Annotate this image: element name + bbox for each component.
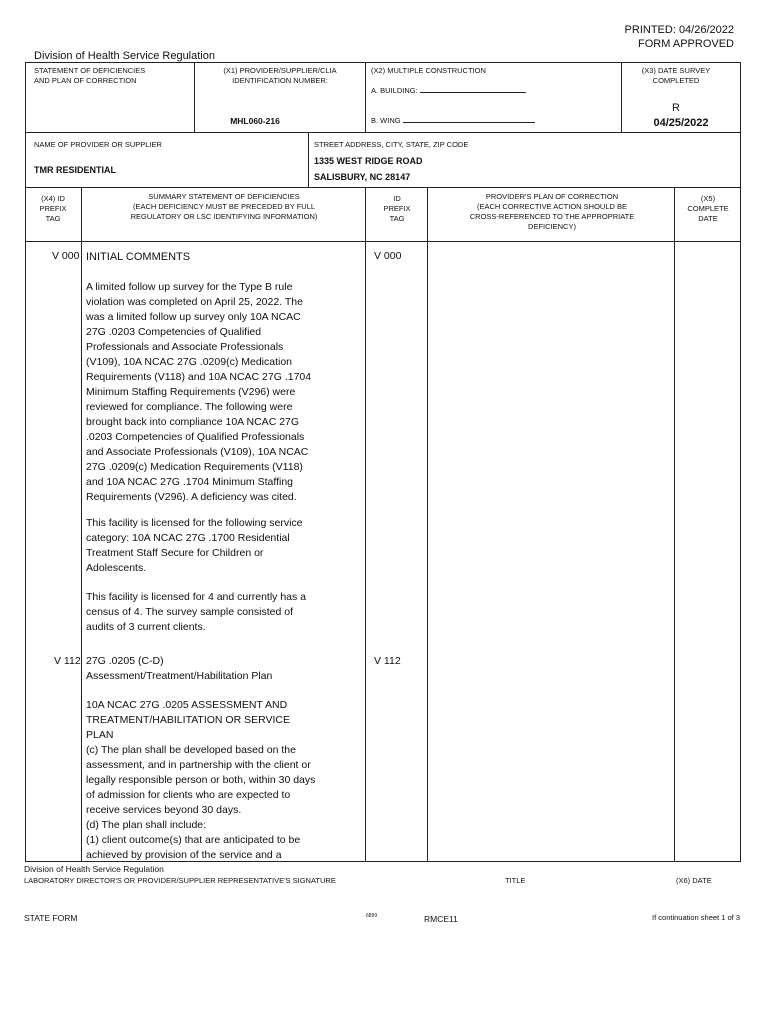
x3-date: 04/25/2022 <box>653 117 709 129</box>
comment-paragraph-1: A limited follow up survey for the Type B rule violation was completed on April 25, 2022. The was a limited follow up survey only 10A NCAC 27G .0203 Competencies of Qualified Professionals and Associate Professionals (V109), 10A NCAC 27G .0209(c) Medication Requirements (V118) and 10A NCAC 27G .1704 Minimum Staffing Requirements (V296) were reviewed for compliance. The following were brought back into compliance 10A NCAC 27G .0203 Competencies of Qualified Professionals and Associate Professionals (V109), 10A NCAC 27G .0209(c) Medication Requirements (V118) and 10A NCAC 27G .1704 Minimum Staffing Requirements (V296). A deficiency was cited. <box>86 281 312 503</box>
tag-v000: V 000 <box>52 250 80 262</box>
wing-field <box>371 114 535 126</box>
continuation-sheet: If continuation sheet 1 of 3 <box>652 913 740 922</box>
signature-label: LABORATORY DIRECTOR'S OR PROVIDER/SUPPLIER REPRESENTATIVE'S SIGNATURE <box>24 876 336 885</box>
v112-title: 27G .0205 (C-D) Assessment/Treatment/Habilitation Plan <box>86 655 273 682</box>
provider-name-label: NAME OF PROVIDER OR SUPPLIER <box>34 140 162 149</box>
title-label: TITLE <box>505 876 526 885</box>
provider-name: TMR RESIDENTIAL <box>34 165 116 175</box>
tag-v112: V 112 <box>54 655 81 667</box>
statement-label: STATEMENT OF DEFICIENCIES AND PLAN OF CORRECTION <box>34 66 146 85</box>
state-form-label: STATE FORM <box>24 913 78 923</box>
comment-paragraph-2: This facility is licensed for the following service category: 10A NCAC 27G .1700 Residential Treatment Staff Secure for Children or Adolescents. <box>86 517 303 574</box>
building-label: A. BUILDING: <box>371 86 418 95</box>
x3-label: (X3) DATE SURVEY COMPLETED <box>641 66 711 85</box>
wing-label: B. WING <box>371 116 401 125</box>
x2-label: (X2) MULTIPLE CONSTRUCTION <box>371 66 486 75</box>
footer-division: Division of Health Service Regulation <box>24 864 164 874</box>
division-title: Division of Health Service Regulation <box>34 50 215 62</box>
plan-header: PROVIDER'S PLAN OF CORRECTION (EACH CORRECTIVE ACTION SHOULD BE CROSS-REFERENCED TO THE APPROPRIATE DEFICIENCY) <box>469 192 635 231</box>
address-label: STREET ADDRESS, CITY, STATE, ZIP CODE <box>314 140 469 149</box>
x4-header: (X4) ID PREFIX TAG <box>39 194 67 223</box>
street-address: 1335 WEST RIDGE ROAD <box>314 156 423 166</box>
x3-code: R <box>672 102 680 114</box>
comment-paragraph-3: This facility is licensed for 4 and currently has a census of 4. The survey sample consisted of audits of 3 current clients. <box>86 591 307 633</box>
city-state-zip: SALISBURY, NC 28147 <box>314 172 411 182</box>
building-field <box>371 84 526 96</box>
id-tag-v112: V 112 <box>374 655 401 667</box>
form-code: 6899 <box>366 913 378 919</box>
v112-paragraph-1: 10A NCAC 27G .0205 ASSESSMENT AND TREATMENT/HABILITATION OR SERVICE PLAN (c) The plan shall be developed based on the assessment, and in partnership with the client or legally responsible person or both, within 30 days of admission for clients who are expected to receive services beyond 30 days. (d) The plan shall include: (1) client outcome(s) that are anticipated to be achieved by provision of the service and a <box>86 699 316 861</box>
summary-header: SUMMARY STATEMENT OF DEFICIENCIES (EACH DEFICIENCY MUST BE PRECEDED BY FULL REGULATORY OR LSC IDENTIFYING INFORMATION) <box>130 192 318 221</box>
x1-label: (X1) PROVIDER/SUPPLIER/CLIA IDENTIFICATION NUMBER: <box>223 66 337 85</box>
id-header: ID PREFIX TAG <box>383 194 411 223</box>
x6-date-label: (X6) DATE <box>676 876 712 885</box>
form-approved: FORM APPROVED <box>638 38 734 50</box>
x5-header: (X5) COMPLETE DATE <box>687 194 729 223</box>
rmce-code: RMCE11 <box>424 914 458 924</box>
id-tag-v000: V 000 <box>374 250 402 262</box>
initial-comments-title: INITIAL COMMENTS <box>86 251 191 263</box>
x1-value: MHL060-216 <box>230 116 280 126</box>
printed-date: PRINTED: 04/26/2022 <box>624 24 734 36</box>
